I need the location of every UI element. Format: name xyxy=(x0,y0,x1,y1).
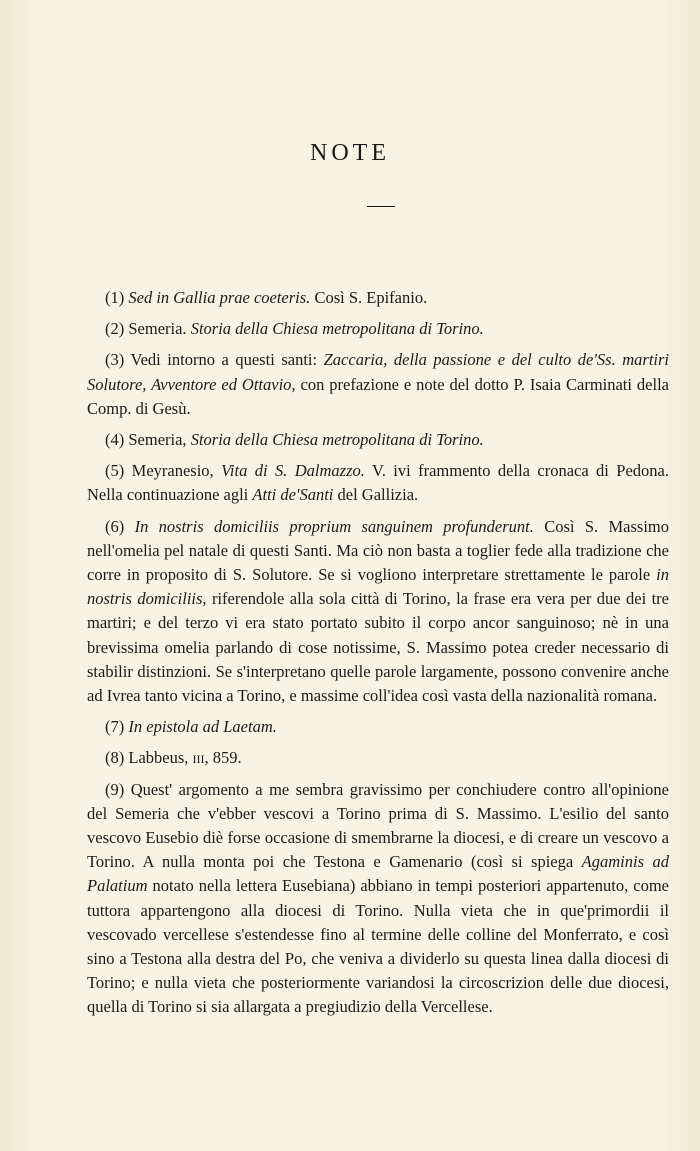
heading-rule xyxy=(367,206,395,207)
note-number: (8) xyxy=(105,748,125,768)
note-text: Labbeus, xyxy=(124,748,193,768)
note-text: Vedi intorno a questi santi: xyxy=(124,350,324,370)
note-citation: Storia della Chiesa metropolitana di Torino. xyxy=(190,430,484,450)
note-text: del Gallizia. xyxy=(333,485,419,505)
note-number: (6) xyxy=(105,516,125,536)
note-text: riferendole alla sola città di Torino, la frase era vera per due dei tre martiri; e del terzo vi era stato portato subito il corpo ancor sanguinoso; nè in una brevissima omelia parlando di cose notissime, S. Massimo potea creder necessario di stabilir distinzioni. Se s'interpretano quelle parole largamente, possono convenire anche ad Ivrea tanto vicina a Torino, e massime coll'idea così vasta della nazionalità romana. xyxy=(87,589,669,706)
note-6 xyxy=(87,515,669,709)
note-8 xyxy=(87,746,669,770)
note-1 xyxy=(87,286,669,310)
note-citation: Sed in Gallia prae coeteris. xyxy=(128,288,311,307)
note-citation: In epistola ad Laetam. xyxy=(128,717,277,737)
note-number: (2) xyxy=(105,319,125,339)
note-number: (7) xyxy=(105,717,125,737)
note-citation: Atti de'Santi xyxy=(252,485,334,505)
note-text: Semeria. xyxy=(124,319,191,339)
note-3 xyxy=(87,348,669,421)
note-2 xyxy=(87,317,669,341)
note-number: (5) xyxy=(105,461,125,481)
note-text: Quest' argomento a me sembra gravissimo per conchiudere contro all'opinione del Semeria che v'ebber vescovi a Torino prima di S. Massimo. L'esilio del santo vescovo Eusebio diè forse occasione di smembrarne la diocesi, e di creare un vescovo a Torino. A nulla monta poi che Testona e Gamenario (così si spiega xyxy=(87,779,669,872)
note-9 xyxy=(87,778,669,1020)
note-number: (1) xyxy=(105,288,125,307)
note-text: V. ivi frammento della cronaca di Pedona. Nella continuazione agli xyxy=(87,461,669,505)
note-volume: iii xyxy=(192,748,205,768)
note-number: (4) xyxy=(105,430,125,450)
note-citation: Agaminis ad Palatium xyxy=(87,852,669,896)
page-heading: NOTE xyxy=(310,140,390,166)
notes-list xyxy=(87,286,669,1027)
note-number: (3) xyxy=(105,350,125,370)
note-text: , 859. xyxy=(204,748,242,768)
note-5 xyxy=(87,459,669,507)
note-text: con prefazione e note del dotto P. Isaia Carminati della Comp. di Gesù. xyxy=(87,374,669,418)
note-text: Così S. Epifanio. xyxy=(310,288,428,307)
note-text: notato nella lettera Eusebiana) abbiano in tempi posteriori appartenuto, come tuttora appartengono alla diocesi di Torino. Nulla vieta che in que'primordii il vescovado vercellese s'estendesse fino al termine delle colline del Monferrato, e così sino a Testona alla destra del Po, che veniva a dividerlo su questa linea dalla diocesi di Torino; e nulla vieta che posteriormente variandosi la circoscrizion delle due diocesi, quella di Torino si sia allargata a pregiudizio della Vercellese. xyxy=(87,876,669,1017)
note-number: (9) xyxy=(105,779,125,799)
note-text: Semeria, xyxy=(124,430,191,450)
note-text: Così S. Massimo nell'omelia pel natale di questi Santi. Ma ciò non basta a toglier fede alla tradizione che corre in proposito di S. Solutore. Se si vogliono interpretare strettamente le parole xyxy=(87,516,669,585)
note-text xyxy=(124,517,134,536)
note-text: Meyranesio, xyxy=(124,461,222,481)
note-citation: In nostris domiciliis proprium sanguinem profunderunt. xyxy=(134,516,534,536)
note-citation: in nostris domiciliis, xyxy=(87,565,669,609)
note-7 xyxy=(87,715,669,739)
note-citation: Storia della Chiesa metropolitana di Torino. xyxy=(190,319,484,339)
note-citation: Zaccaria, della passione e del culto de'Ss. martiri Solutore, Avventore ed Ottavio, xyxy=(87,350,670,394)
note-4 xyxy=(87,428,669,452)
note-citation: Vita di S. Dalmazzo. xyxy=(221,461,365,481)
